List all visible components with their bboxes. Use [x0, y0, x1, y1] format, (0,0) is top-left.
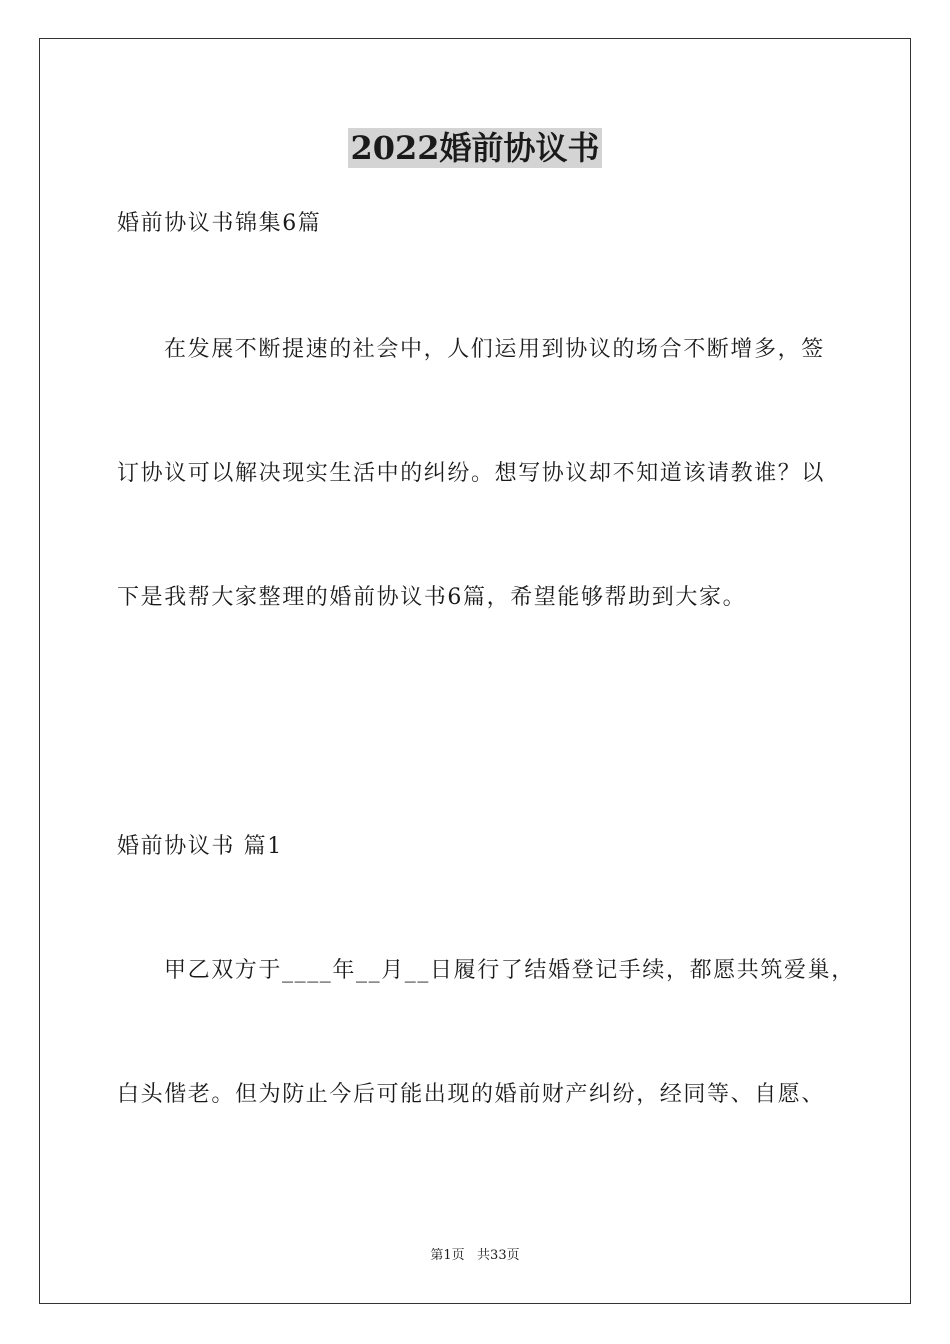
- section-line-2: 白头偕老。但为防止今后可能出现的婚前财产纠纷，经同等、自愿、: [117, 1082, 826, 1107]
- page-footer: [0, 1247, 950, 1265]
- intro-line-1: 在发展不断提速的社会中，人们运用到协议的场合不断增多，签: [164, 337, 825, 362]
- document-subtitle: 婚前协议书锦集6篇: [117, 211, 322, 236]
- section-line-1: 甲乙双方于____年__月__日履行了结婚登记手续，都愿共筑爱巢，: [164, 958, 855, 983]
- intro-line-2: 订协议可以解决现实生活中的纠纷。想写协议却不知道该请教谁？以: [117, 461, 826, 486]
- page-number-label: 第1页 共33页: [430, 1248, 520, 1263]
- title-container: [0, 128, 950, 168]
- intro-line-3: 下是我帮大家整理的婚前协议书6篇，希望能够帮助到大家。: [117, 585, 747, 610]
- section-heading: 婚前协议书 篇1: [117, 834, 283, 859]
- document-title: 2022婚前协议书: [350, 129, 600, 167]
